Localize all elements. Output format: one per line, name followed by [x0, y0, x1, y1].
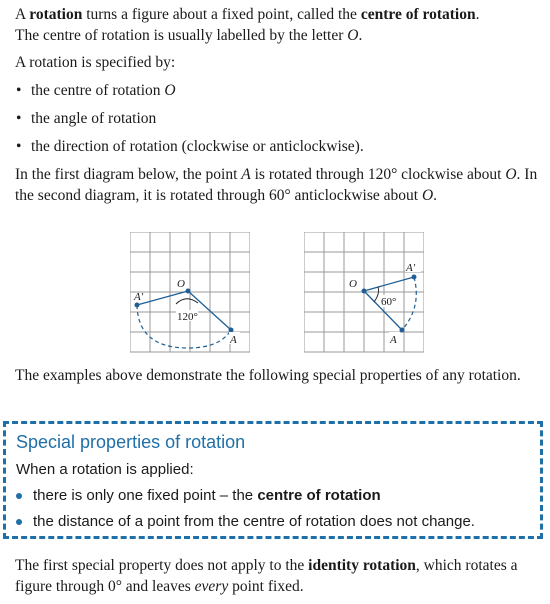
intro-text: A	[15, 6, 30, 23]
box-title: Special properties of rotation	[16, 432, 246, 452]
label-o: O	[349, 278, 357, 290]
term-identity-rotation: identity rotation	[308, 557, 416, 574]
example-text: .	[433, 186, 438, 204]
term-rotation: rotation	[29, 6, 83, 23]
label-a: A	[230, 334, 237, 346]
closing-text: point fixed.	[228, 577, 304, 595]
list-item	[15, 109, 535, 137]
rotation-diagram-clockwise	[130, 232, 250, 356]
term-centre-of-rotation: centre of rotation	[360, 6, 476, 23]
segment-oa-prime	[137, 291, 188, 305]
box-intro: When a rotation is applied:	[16, 461, 194, 478]
closing-text: , which rotates a figure through 0° and leaves	[15, 557, 518, 595]
angle-label: 120°	[177, 311, 198, 323]
list-item-text: the distance of a point from the centre of rotation does not change.	[33, 513, 475, 530]
intro-text: turns a figure about a fixed point, called the	[82, 6, 361, 23]
list-item	[15, 81, 535, 109]
var-o: O	[505, 166, 517, 183]
list-item-text: the angle of rotation	[31, 110, 157, 127]
point-a	[400, 328, 405, 333]
centre-point	[362, 289, 367, 294]
after-diagrams-paragraph: The examples above demonstrate the following special properties of any rotation.	[15, 367, 521, 384]
list-item	[16, 486, 475, 512]
spec-list	[15, 81, 535, 165]
example-text: In the first diagram below, the point	[15, 166, 242, 183]
list-item	[16, 512, 475, 538]
list-item-text: the direction of rotation (clockwise or anticlockwise).	[31, 138, 364, 155]
intro-text: .	[475, 6, 480, 23]
intro-text: .	[358, 26, 363, 44]
bullet-dot	[16, 519, 22, 525]
point-a-prime	[135, 303, 140, 308]
example-paragraph	[15, 165, 540, 206]
list-item-text: there is only one fixed point – the	[33, 487, 258, 504]
point-a-prime	[412, 275, 417, 280]
list-item-text: the centre of rotation	[31, 82, 165, 99]
centre-point	[186, 289, 191, 294]
point-a	[229, 328, 234, 333]
angle-label: 60°	[381, 296, 397, 308]
bullet-dot	[16, 493, 22, 499]
intro-paragraph	[15, 5, 540, 46]
list-item	[15, 137, 535, 165]
angle-arc	[374, 287, 379, 302]
angle-arc	[176, 299, 198, 304]
special-properties-box	[3, 421, 543, 539]
label-a-prime: A′	[134, 291, 144, 303]
closing-text: The first special property does not apply to the	[15, 557, 309, 574]
label-a-prime: A′	[406, 262, 416, 274]
term-centre-of-rotation: centre of rotation	[257, 487, 381, 504]
label-a: A	[390, 334, 397, 346]
var-a: A	[241, 166, 251, 183]
box-list	[16, 486, 475, 538]
label-o: O	[177, 278, 185, 290]
spec-heading: A rotation is specified by:	[15, 54, 176, 71]
emphasis-every: every	[194, 577, 229, 595]
segment-oa-prime	[364, 277, 414, 291]
var-o: O	[347, 26, 359, 44]
intro-text: The centre of rotation is usually labelled by the letter	[15, 26, 348, 44]
rotation-diagram-anticlockwise	[304, 232, 424, 356]
closing-paragraph	[15, 556, 540, 597]
example-text: . In the second diagram, it is rotated through 60° anticlockwise about	[15, 166, 538, 204]
var-o: O	[421, 186, 434, 204]
example-text: is rotated through 120° clockwise about	[250, 166, 506, 183]
var-o: O	[164, 82, 176, 99]
